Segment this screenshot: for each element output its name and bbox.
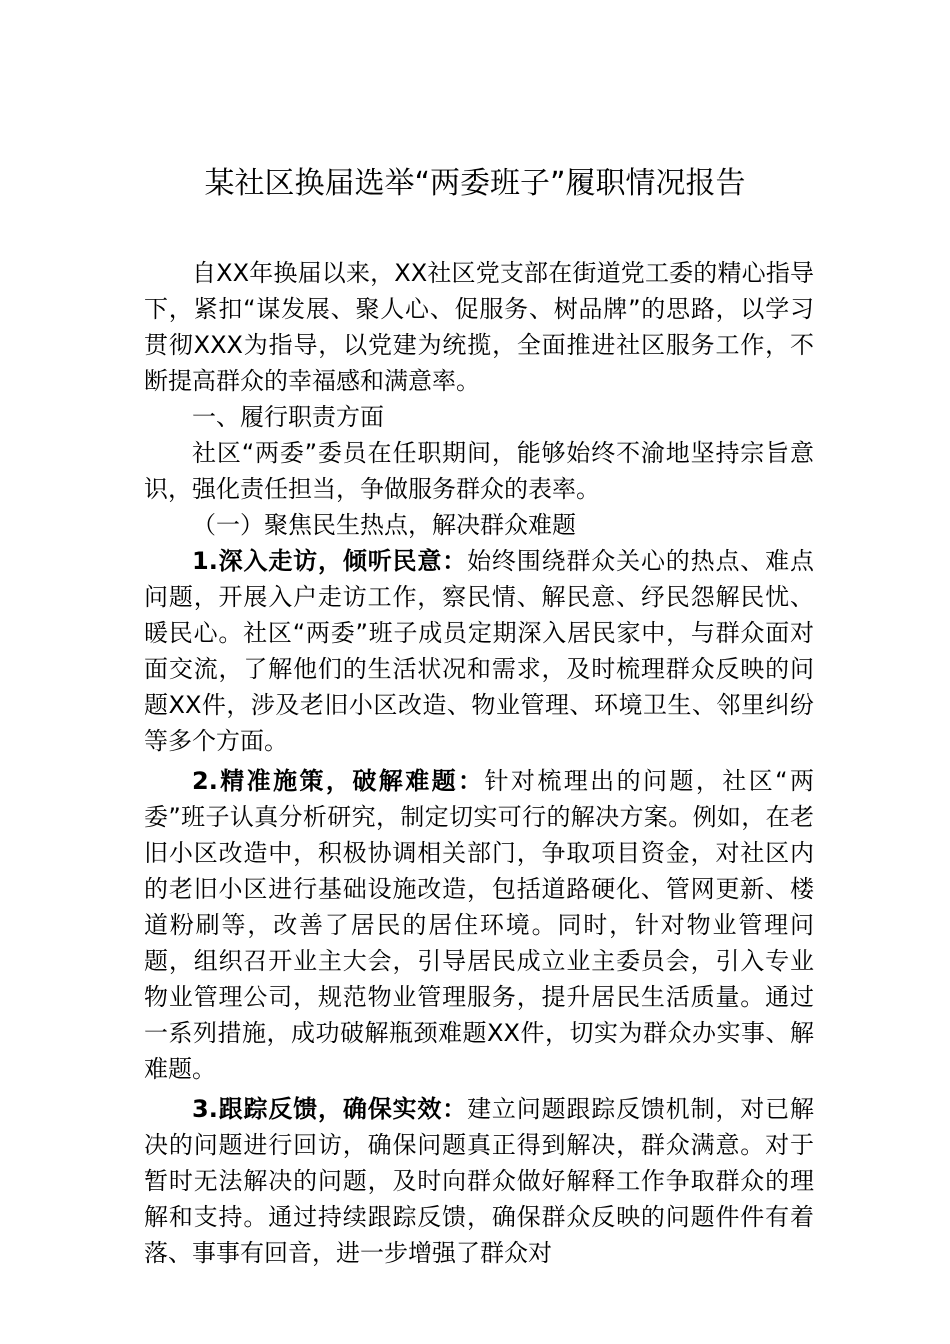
section-heading: 一、履行职责方面 xyxy=(192,403,384,431)
item-paragraph xyxy=(144,763,814,1087)
item-lead: 1.深入走访，倾听民意： xyxy=(192,547,468,575)
item-text: 始终围绕群众关心的热点、难点问题，开展入户走访工作，察民情、解民意、纾民怨解民忧、暖民心。社区“两委”班子成员定期深入居民家中，与群众面对面交流，了解他们的生活状况和需求，及时梳理群众反映的问题XX件，涉及老旧小区改造、物业管理、环境卫生、邻里纠纷等多个方面。 xyxy=(144,547,814,755)
item-text: 针对梳理出的问题，社区“两委”班子认真分析研究，制定切实可行的解决方案。例如，在老旧小区改造中，积极协调相关部门，争取项目资金，对社区内的老旧小区进行基础设施改造，包括道路硬化、管网更新、楼道粉刷等，改善了居民的居住环境。同时，针对物业管理问题，组织召开业主大会，引导居民成立业主委员会，引入专业物业管理公司，规范物业管理服务，提升居民生活质量。通过一系列措施，成功破解瓶颈难题XX件，切实为群众办实事、解难题。 xyxy=(144,767,814,1083)
sub-heading: （一）聚焦民生热点，解决群众难题 xyxy=(192,511,576,539)
section-intro-paragraph: 社区“两委”委员在任职期间，能够始终不渝地坚持宗旨意识，强化责任担当，争做服务群众的表率。 xyxy=(144,439,814,503)
document-body xyxy=(144,255,814,1271)
intro-paragraph: 自XX年换届以来，XX社区党支部在街道党工委的精心指导下，紧扣“谋发展、聚人心、促服务、树品牌”的思路，以学习贯彻XXX为指导，以党建为统揽，全面推进社区服务工作，不断提高群众的幸福感和满意率。 xyxy=(144,259,814,395)
item-paragraph xyxy=(144,543,814,759)
item-lead: 2.精准施策，破解难题： xyxy=(192,767,485,795)
item-text: 建立问题跟踪反馈机制，对已解决的问题进行回访，确保问题真正得到解决，群众满意。对于暂时无法解决的问题，及时向群众做好解释工作争取群众的理解和支持。通过持续跟踪反馈，确保群众反映的问题件件有着落、事事有回音，进一步增强了群众对 xyxy=(144,1095,814,1267)
item-paragraph xyxy=(144,1091,814,1271)
item-lead: 3.跟踪反馈，确保实效： xyxy=(192,1095,468,1123)
document-title: 某社区换届选举“两委班子”履职情况报告 xyxy=(204,166,746,201)
